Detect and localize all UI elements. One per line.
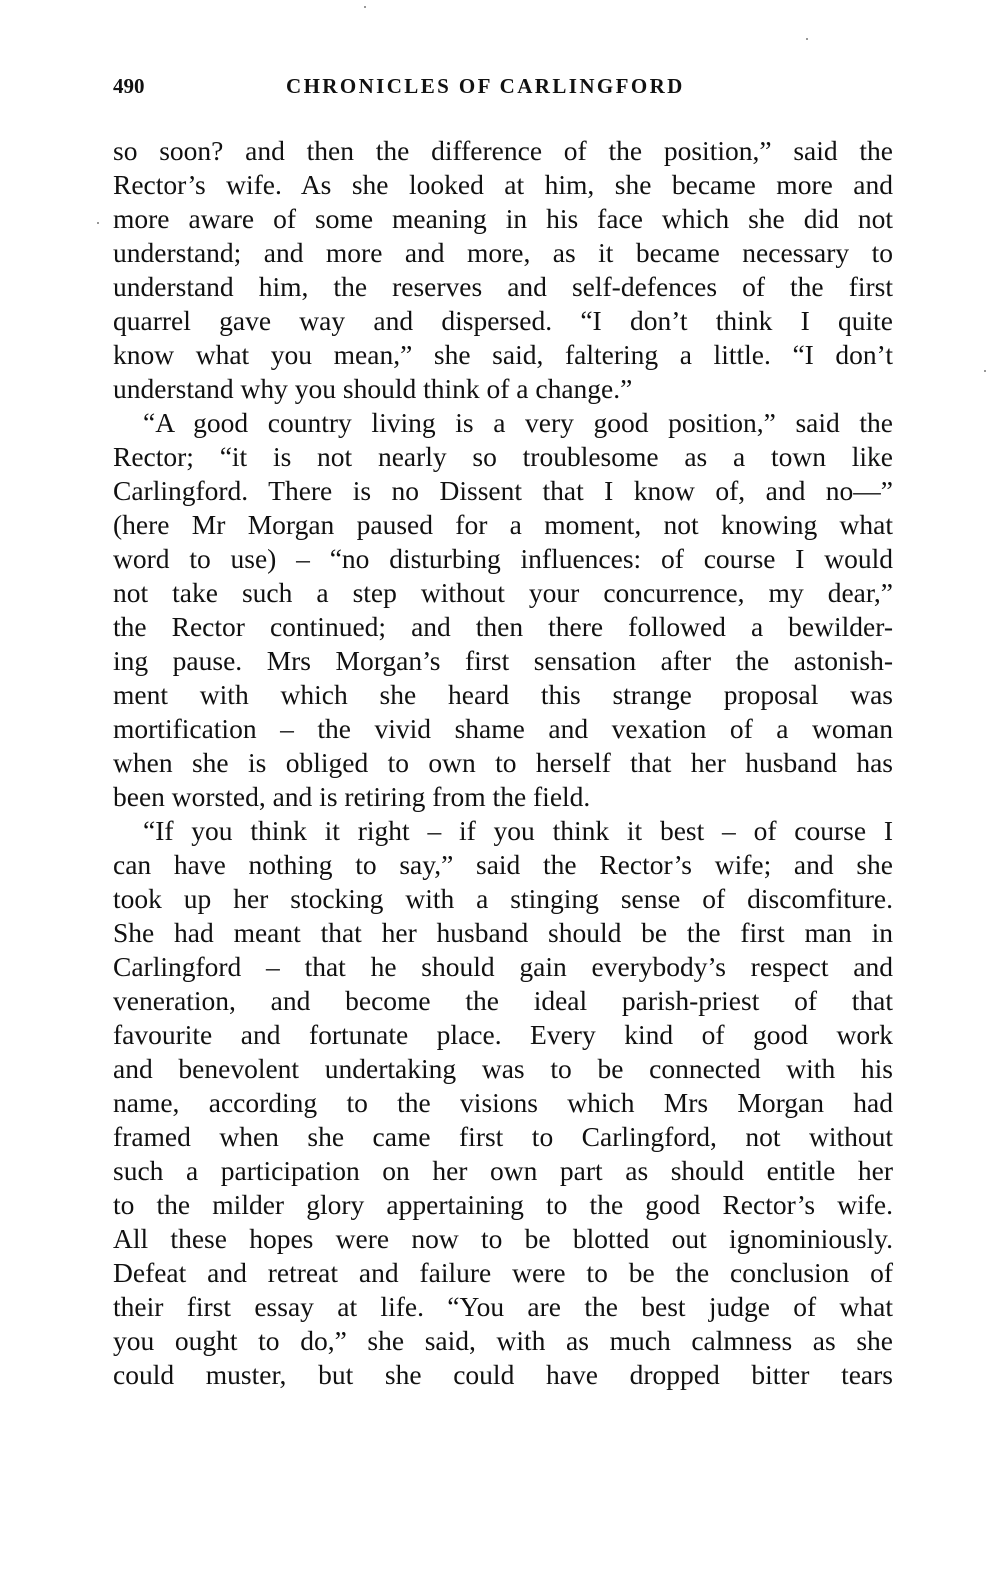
text-line: understand; and more and more, as it became necessary to — [113, 237, 893, 268]
text-line: quarrel gave way and dispersed. “I don’t think I quite — [113, 305, 893, 336]
text-line: Defeat and retreat and failure were to be the conclusion of — [113, 1257, 893, 1288]
scan-speck — [984, 370, 986, 372]
running-head: CHRONICLES OF CARLINGFORD — [286, 74, 685, 98]
text-line: “If you think it right – if you think it best – of course I — [143, 815, 893, 846]
text-line: Rector’s wife. As she looked at him, she became more and — [113, 169, 893, 200]
text-line: know what you mean,” she said, faltering a little. “I don’t — [113, 339, 893, 370]
text-line: you ought to do,” she said, with as much calmness as she — [113, 1325, 893, 1356]
text-line: mortification – the vivid shame and vexation of a woman — [113, 713, 893, 744]
text-line: when she is obliged to own to herself that her husband has — [113, 747, 893, 778]
text-line: their first essay at life. “You are the best judge of what — [113, 1291, 893, 1322]
text-line: can have nothing to say,” said the Rector’s wife; and she — [113, 849, 893, 880]
text-line: understand him, the reserves and self-defences of the first — [113, 271, 893, 302]
page-number: 490 — [113, 74, 145, 98]
text-line: and benevolent undertaking was to be connected with his — [113, 1053, 893, 1084]
text-line: understand why you should think of a change.” — [113, 373, 633, 404]
text-line: She had meant that her husband should be the first man in — [113, 917, 893, 948]
scan-speck — [806, 38, 808, 40]
body-text — [113, 134, 893, 1392]
text-line: such a participation on her own part as should entitle her — [113, 1155, 893, 1186]
text-line: Carlingford – that he should gain everybody’s respect and — [113, 951, 893, 982]
text-line: ment with which she heard this strange proposal was — [113, 679, 893, 710]
text-line: the Rector continued; and then there followed a bewilder- — [113, 611, 893, 642]
text-line: (here Mr Morgan paused for a moment, not knowing what — [113, 509, 893, 540]
text-line: more aware of some meaning in his face which she did not — [113, 203, 893, 234]
scan-speck — [364, 6, 366, 8]
text-line: to the milder glory appertaining to the good Rector’s wife. — [113, 1189, 893, 1220]
text-line: word to use) – “no disturbing influences: of course I would — [113, 543, 893, 574]
text-line: Rector; “it is not nearly so troublesome as a town like — [113, 441, 893, 472]
text-line: not take such a step without your concurrence, my dear,” — [113, 577, 893, 608]
text-line: could muster, but she could have dropped bitter tears — [113, 1359, 893, 1390]
text-line: Carlingford. There is no Dissent that I know of, and no—” — [113, 475, 893, 506]
text-line: name, according to the visions which Mrs Morgan had — [113, 1087, 893, 1118]
text-line: took up her stocking with a stinging sense of discomfiture. — [113, 883, 893, 914]
text-line: “A good country living is a very good position,” said the — [143, 407, 893, 438]
text-line: been worsted, and is retiring from the field. — [113, 781, 591, 812]
text-line: so soon? and then the difference of the position,” said the — [113, 135, 893, 166]
text-line: veneration, and become the ideal parish-priest of that — [113, 985, 893, 1016]
scan-speck — [97, 222, 99, 224]
text-line: All these hopes were now to be blotted out ignominiously. — [113, 1223, 893, 1254]
page-header — [113, 72, 893, 106]
text-line: framed when she came first to Carlingford, not without — [113, 1121, 893, 1152]
text-line: favourite and fortunate place. Every kind of good work — [113, 1019, 893, 1050]
text-line: ing pause. Mrs Morgan’s first sensation after the astonish- — [113, 645, 893, 676]
